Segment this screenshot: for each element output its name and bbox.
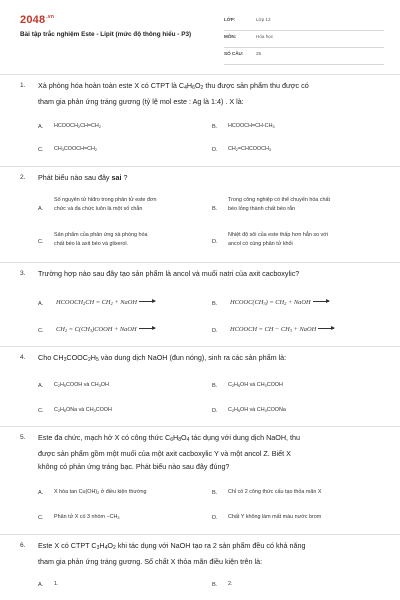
question-line: không có phản ứng tráng bạc. Phát biểu nào sau đây đúng?: [38, 462, 230, 471]
question-line: Este X có CTPT $C_3H_4O_2$ khi tác dụng với NaOH tạo ra 2 sản phẩm đều có khả năng: [38, 541, 306, 551]
page-title: Bài tập trắc nghiệm Este - Lipit (mức độ thông hiểu - P3): [20, 31, 192, 38]
option-letter[interactable]: B.: [212, 383, 218, 389]
option-text[interactable]: Chỉ có 2 công thức cấu tạo thỏa mãn X: [228, 489, 322, 495]
option-letter[interactable]: B.: [212, 301, 218, 307]
arrow-icon: [313, 301, 329, 302]
option-text[interactable]: $C_2H_5OH$ và $CH_3COONa$: [228, 407, 286, 413]
info-table: [224, 14, 384, 65]
option-letter[interactable]: A.: [38, 383, 44, 389]
option-letter[interactable]: D.: [212, 239, 218, 245]
option-letter[interactable]: C.: [38, 515, 44, 521]
option-text[interactable]: $CH_2=CHCOOCH_3$: [228, 146, 272, 152]
option-letter[interactable]: A.: [38, 490, 44, 496]
arrow-icon: [139, 328, 155, 329]
question-text: Trường hợp nào sau đây tạo sản phẩm là ancol và muối natri của axit cacboxylic?: [38, 269, 300, 278]
divider: [0, 426, 400, 427]
option-letter[interactable]: B.: [212, 206, 218, 212]
question-number: 3.: [20, 270, 26, 277]
question-number: 2.: [20, 174, 26, 181]
option-letter[interactable]: D.: [212, 147, 218, 153]
question-text: [38, 539, 386, 568]
option-text[interactable]: 1.: [54, 581, 59, 587]
question-text: Cho $CH_3COOC_2H_5$ vào dung dịch NaOH (đun nóng), sinh ra các sản phẩm là:: [38, 353, 287, 363]
info-row-count: [224, 48, 384, 65]
option-letter[interactable]: A.: [38, 582, 44, 588]
option-letter[interactable]: D.: [212, 328, 218, 334]
option-text[interactable]: Trong công nghiệp có thể chuyển hóa chất béo lỏng thành chất béo rắn: [228, 197, 330, 212]
question-line: tham gia phản ứng tráng gương. Số chất X thỏa mãn điều kiện trên là:: [38, 557, 263, 566]
divider: [0, 262, 400, 263]
option-text[interactable]: Số nguyên tử hiđro trong phân tử este đơn chức và đa chức luôn là một số chẵn: [54, 197, 157, 212]
info-label: MÔN:: [224, 34, 237, 39]
option-text[interactable]: Nhiệt độ sôi của este thấp hơn hẳn so với ancol có cùng phân tử khối: [228, 232, 328, 247]
option-text[interactable]: Phân tử X có 3 nhóm $-CH_3$: [54, 514, 120, 520]
option-letter[interactable]: B.: [212, 582, 218, 588]
option-letter[interactable]: D.: [212, 408, 218, 414]
question-text: [38, 79, 386, 108]
option-letter[interactable]: B.: [212, 124, 218, 130]
question-text: [38, 431, 386, 473]
question-text: Phát biểu nào sau đây sai ?: [38, 173, 128, 182]
option-letter[interactable]: A.: [38, 124, 44, 130]
info-value: 25: [256, 51, 262, 56]
info-row-class: [224, 14, 384, 31]
question-number: 1.: [20, 82, 26, 89]
question-number: 6.: [20, 542, 26, 549]
question-line: Este đa chức, mạch hở X có công thức $C_6H_8O_4$ tác dụng với dung dịch NaOH, thu: [38, 433, 301, 443]
option-letter[interactable]: D.: [212, 515, 218, 521]
option-text[interactable]: $C_2H_5OH$ và $CH_3COOH$: [228, 382, 283, 388]
option-text[interactable]: $HCOOCH=CH-CH_3$: [228, 123, 275, 129]
divider: [0, 534, 400, 535]
option-text[interactable]: $C_2H_5ONa$ và $CH_3COOH$: [54, 407, 112, 413]
option-letter[interactable]: B.: [212, 490, 218, 496]
option-text[interactable]: Sản phẩm của phản ứng xà phòng hóa chất béo là axit béo và glixerol.: [54, 232, 148, 247]
question-number: 5.: [20, 434, 26, 441]
question-line: tham gia phản ứng tráng gương (tỷ lệ mol este : Ag là 1:4) . X là:: [38, 97, 244, 106]
arrow-icon: [139, 301, 155, 302]
option-text[interactable]: $HCOOCH_2CH = CH_2$ + NaOH: [56, 298, 155, 308]
arrow-icon: [318, 328, 334, 329]
question-number: 4.: [20, 354, 26, 361]
option-text[interactable]: $CH_2$ = $C(CH_3)COOH$ + NaOH: [56, 325, 155, 335]
option-text[interactable]: $HCOOC(CH_3) = CH_2$ + NaOH: [230, 298, 329, 308]
option-letter[interactable]: A.: [38, 206, 44, 212]
option-text[interactable]: $C_2H_5COOH$ và $CH_3OH$: [54, 382, 109, 388]
option-letter[interactable]: A.: [38, 301, 44, 307]
page-header: [0, 0, 400, 68]
option-letter[interactable]: C.: [38, 147, 44, 153]
option-text[interactable]: X hòa $\tan Cu(OH)_2$ ở điều kiện thường: [54, 489, 147, 495]
option-text[interactable]: Chất Y không làm mất màu nước brom: [228, 514, 322, 520]
option-text[interactable]: $HCOOCH_2CH=CH_2$: [54, 123, 101, 129]
divider: [0, 166, 400, 167]
option-letter[interactable]: C.: [38, 328, 44, 334]
option-text[interactable]: $CH_3COOCH=CH_2$: [54, 146, 98, 152]
divider: [0, 346, 400, 347]
question-line: được sản phẩm gồm một muối của một axit cacboxylic Y và một ancol Z. Biết X: [38, 449, 291, 458]
option-letter[interactable]: C.: [38, 239, 44, 245]
info-value: Hóa học: [256, 34, 274, 39]
info-value: Lớp 12: [256, 17, 271, 22]
info-label: SỐ CÂU:: [224, 51, 244, 56]
info-label: LỚP:: [224, 17, 236, 22]
question-line: Xà phòng hóa hoàn toàn este X có CTPT là $C_4H_6O_2$ thu được sản phẩm thu được có: [38, 81, 309, 91]
divider: [0, 74, 400, 75]
info-row-subject: [224, 31, 384, 48]
option-text[interactable]: HCOOCH = CH − $CH_3$ + NaOH: [230, 325, 334, 335]
option-text[interactable]: 2.: [228, 581, 233, 587]
site-logo[interactable]: $2048^{.vn}$: [20, 14, 55, 26]
option-letter[interactable]: C.: [38, 408, 44, 414]
